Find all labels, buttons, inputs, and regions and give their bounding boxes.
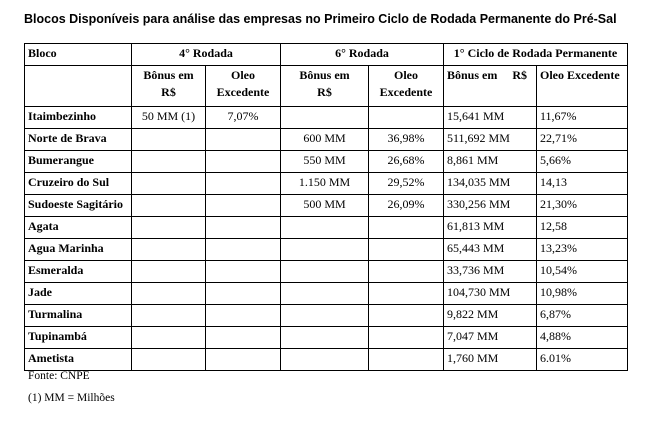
cell-bonus-1: 7,047 MM [444, 327, 537, 349]
cell-row-name: Bumerangue [25, 151, 132, 173]
cell-bonus-1: 511,692 MM [444, 129, 537, 151]
cell-oleo-1: 13,23% [537, 239, 628, 261]
subheader-oleo-6: Oleo Excedente [369, 66, 444, 107]
cell-oleo-6: 26,68% [369, 151, 444, 173]
header-4-rodada: 4° Rodada [132, 44, 281, 66]
blocks-table [24, 43, 628, 371]
table-row [25, 151, 628, 173]
cell-row-name: Turmalina [25, 305, 132, 327]
cell-oleo-1: 21,30% [537, 195, 628, 217]
cell-oleo-6 [369, 217, 444, 239]
cell-bonus-1: 9,822 MM [444, 305, 537, 327]
cell-bonus-1: 330,256 MM [444, 195, 537, 217]
cell-bonus-4 [132, 239, 206, 261]
cell-oleo-1: 11,67% [537, 107, 628, 129]
cell-oleo-1: 6.01% [537, 349, 628, 371]
cell-oleo-6 [369, 305, 444, 327]
page-title: Blocos Disponíveis para análise das empresas no Primeiro Ciclo de Rodada Permanente do Pré-Sal [24, 12, 617, 26]
subheader-bonus-6: Bônus em R$ [281, 66, 369, 107]
cell-bonus-4 [132, 261, 206, 283]
subheader-oleo-4: Oleo Excedente [206, 66, 281, 107]
table-row [25, 129, 628, 151]
cell-row-name: Agua Marinha [25, 239, 132, 261]
cell-bonus-6: 600 MM [281, 129, 369, 151]
cell-oleo-1: 10,54% [537, 261, 628, 283]
cell-row-name: Itaimbezinho [25, 107, 132, 129]
cell-bonus-4 [132, 283, 206, 305]
cell-bonus-4 [132, 195, 206, 217]
cell-oleo-6: 26,09% [369, 195, 444, 217]
cell-oleo-4 [206, 261, 281, 283]
cell-oleo-6: 29,52% [369, 173, 444, 195]
cell-oleo-4 [206, 327, 281, 349]
cell-bonus-6 [281, 305, 369, 327]
table-header-row [25, 44, 628, 66]
cell-bonus-6: 550 MM [281, 151, 369, 173]
table-row [25, 217, 628, 239]
cell-bonus-6 [281, 349, 369, 371]
table-row [25, 305, 628, 327]
table-row [25, 327, 628, 349]
cell-oleo-4 [206, 129, 281, 151]
cell-bonus-4 [132, 173, 206, 195]
cell-oleo-1: 12,58 [537, 217, 628, 239]
cell-oleo-1: 10,98% [537, 283, 628, 305]
header-6-rodada: 6° Rodada [281, 44, 444, 66]
cell-bonus-6 [281, 283, 369, 305]
cell-oleo-6: 36,98% [369, 129, 444, 151]
cell-oleo-6 [369, 261, 444, 283]
cell-bonus-6 [281, 327, 369, 349]
cell-bonus-6: 1.150 MM [281, 173, 369, 195]
table-row [25, 239, 628, 261]
table-row [25, 195, 628, 217]
cell-oleo-1: 6,87% [537, 305, 628, 327]
cell-oleo-6 [369, 283, 444, 305]
cell-bonus-4 [132, 349, 206, 371]
cell-row-name: Cruzeiro do Sul [25, 173, 132, 195]
cell-bonus-1: 8,861 MM [444, 151, 537, 173]
cell-oleo-4 [206, 195, 281, 217]
cell-oleo-1: 22,71% [537, 129, 628, 151]
cell-row-name: Esmeralda [25, 261, 132, 283]
cell-row-name: Tupinambá [25, 327, 132, 349]
header-bloco: Bloco [25, 44, 132, 66]
cell-row-name: Jade [25, 283, 132, 305]
cell-oleo-6 [369, 349, 444, 371]
cell-bonus-4 [132, 327, 206, 349]
table-row [25, 261, 628, 283]
cell-oleo-4 [206, 151, 281, 173]
cell-bonus-6 [281, 107, 369, 129]
cell-bonus-1: 33,736 MM [444, 261, 537, 283]
table-row [25, 173, 628, 195]
cell-oleo-4 [206, 217, 281, 239]
cell-row-name: Sudoeste Sagitário [25, 195, 132, 217]
cell-bonus-4 [132, 151, 206, 173]
cell-bonus-4: 50 MM (1) [132, 107, 206, 129]
cell-oleo-1: 4,88% [537, 327, 628, 349]
cell-bonus-6: 500 MM [281, 195, 369, 217]
cell-bonus-4 [132, 305, 206, 327]
subheader-bonus-4: Bônus em R$ [132, 66, 206, 107]
cell-bonus-4 [132, 129, 206, 151]
cell-oleo-1: 14,13 [537, 173, 628, 195]
cell-row-name: Norte de Brava [25, 129, 132, 151]
cell-bonus-6 [281, 217, 369, 239]
header-1-ciclo: 1° Ciclo de Rodada Permanente [444, 44, 628, 66]
cell-oleo-6 [369, 239, 444, 261]
cell-bonus-4 [132, 217, 206, 239]
cell-bonus-1: 1,760 MM [444, 349, 537, 371]
cell-bonus-6 [281, 239, 369, 261]
subheader-empty [25, 66, 132, 107]
cell-oleo-6 [369, 327, 444, 349]
cell-oleo-1: 5,66% [537, 151, 628, 173]
subheader-bonus-1: Bônus em R$ [444, 66, 537, 107]
cell-row-name: Agata [25, 217, 132, 239]
table-row [25, 107, 628, 129]
cell-bonus-1: 15,641 MM [444, 107, 537, 129]
table-row [25, 349, 628, 371]
cell-oleo-4 [206, 173, 281, 195]
cell-bonus-6 [281, 261, 369, 283]
subheader-oleo-1: Oleo Excedente [537, 66, 628, 107]
footer-source: Fonte: CNPE [28, 370, 90, 382]
cell-oleo-6 [369, 107, 444, 129]
footer-note: (1) MM = Milhões [28, 392, 115, 404]
cell-bonus-1: 104,730 MM [444, 283, 537, 305]
cell-row-name: Ametista [25, 349, 132, 371]
cell-oleo-4 [206, 305, 281, 327]
cell-bonus-1: 65,443 MM [444, 239, 537, 261]
cell-bonus-1: 134,035 MM [444, 173, 537, 195]
table-subheader-row [25, 66, 628, 107]
table-row [25, 283, 628, 305]
cell-oleo-4 [206, 283, 281, 305]
cell-oleo-4: 7,07% [206, 107, 281, 129]
cell-bonus-1: 61,813 MM [444, 217, 537, 239]
cell-oleo-4 [206, 349, 281, 371]
cell-oleo-4 [206, 239, 281, 261]
